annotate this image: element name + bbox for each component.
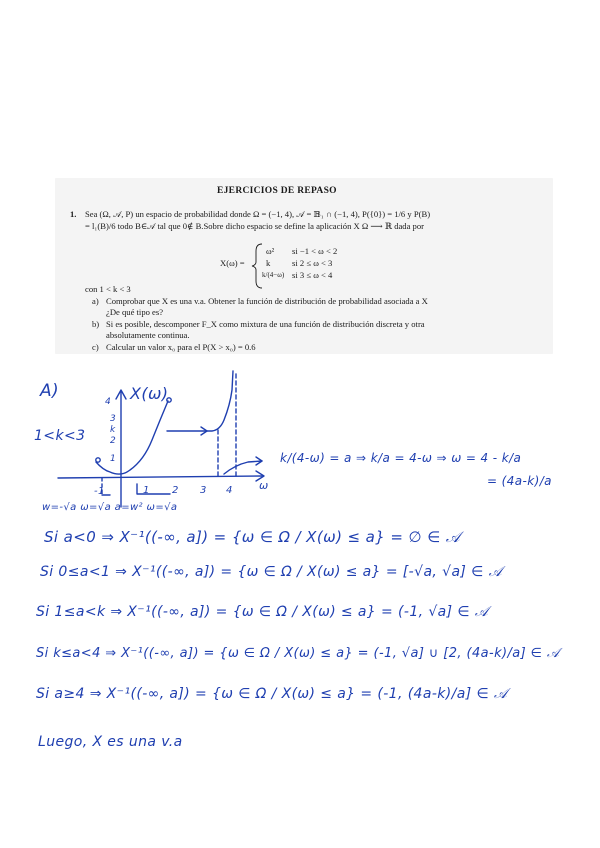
case-line-1: Si a<0 ⇒ X⁻¹((-∞, a]) = {ω ∈ Ω / X(ω) ≤ a} = ∅ ∈ 𝒜: [44, 528, 461, 546]
case-3-cond: si 3 ≤ ω < 4: [292, 270, 333, 280]
k-range-note: 1<k<3: [34, 428, 86, 444]
bracket-1: [137, 484, 170, 494]
side-equation-1: k/(4-ω) = a ⇒ k/a = 4-ω ⇒ ω = 4 - k/a: [280, 451, 522, 465]
x-tick-minus1: -1: [94, 486, 105, 497]
y-tick-3: 3: [110, 414, 117, 424]
case-2-cond: si 2 ≤ ω < 3: [292, 258, 333, 268]
case-line-2: Si 0≤a<1 ⇒ X⁻¹((-∞, a]) = {ω ∈ Ω / X(ω) ≤ a} = [-√a, √a] ∈ 𝒜: [40, 564, 503, 580]
exercise-title: EJERCICIOS DE REPASO: [217, 186, 337, 196]
case-1-cond: si −1 < ω < 2: [292, 246, 338, 256]
parabola-branch: [96, 401, 168, 474]
item-b-text-2: absolutamente continua.: [106, 330, 190, 340]
part-a-label: A): [40, 381, 60, 401]
x-tick-3: 3: [200, 485, 207, 496]
case-line-5: Si a≥4 ⇒ X⁻¹((-∞, a]) = {ω ∈ Ω / X(ω) ≤ a} = (-1, (4a-k)/a] ∈ 𝒜: [36, 686, 508, 702]
exercise-line-2: = l₁(B)/6 todo B∈𝒜 tal que 0∉ B.Sobre dicho espacio se define la aplicación X Ω ⟶ ℝ dada por: [85, 221, 425, 231]
x-tick-2: 2: [172, 485, 179, 496]
y-tick-2: 2: [110, 436, 117, 446]
exercise-number: 1.: [70, 209, 77, 219]
case-line-4: Si k≤a<4 ⇒ X⁻¹((-∞, a]) = {ω ∈ Ω / X(ω) ≤ a} = (-1, √a] ∪ [2, (4a-k)/a] ∈ 𝒜: [36, 646, 560, 661]
case-1-expr: ω²: [266, 246, 275, 256]
under-axis-note: w=-√a ω=√a a=w² ω=√a: [42, 502, 178, 513]
item-c-label: c): [92, 342, 99, 352]
right-curve-arrow: [256, 457, 262, 465]
open-dot-left: [96, 458, 100, 462]
k-condition: con 1 < k < 3: [85, 284, 131, 294]
x-tick-1: 1: [143, 485, 150, 496]
exercise-line-1: Sea (Ω, 𝒜, P) un espacio de probabilidad donde Ω = (−1, 4), 𝒜 = 𝔹₁ ∩ (−1, 4), P({0}) = 1/6 y P(B): [85, 209, 431, 219]
conclusion: Luego, X es una v.a: [38, 734, 183, 750]
item-b-label: b): [92, 319, 100, 329]
y-tick-1: 1: [110, 454, 117, 464]
function-name: X(ω) =: [220, 258, 245, 268]
item-a-text: Comprobar que X es una v.a. Obtener la función de distribución de probabilidad asociada a X: [106, 296, 428, 306]
item-a-label: a): [92, 296, 99, 306]
item-a-text-2: ¿De qué tipo es?: [106, 307, 164, 317]
x-axis-label: ω: [259, 479, 269, 492]
side-equation-2: = (4a-k)/a: [487, 474, 552, 488]
case-3-expr: k/(4−ω): [262, 271, 285, 279]
hyperbola-branch: [207, 371, 233, 431]
item-b-text: Si es posible, descomponer F_X como mixtura de una función de distribución discreta y otra: [106, 319, 425, 329]
graph-ylabel: X(ω): [130, 384, 169, 403]
y-tick-k: k: [110, 425, 116, 435]
y-tick-4: 4: [105, 397, 112, 407]
case-line-3: Si 1≤a<k ⇒ X⁻¹((-∞, a]) = {ω ∈ Ω / X(ω) ≤ a} = (-1, √a] ∈ 𝒜: [36, 604, 489, 620]
case-2-expr: k: [266, 258, 271, 268]
item-c-text: Calcular un valor x₀ para el P(X > x₀) = 0.6: [106, 342, 256, 352]
x-axis: [58, 476, 262, 478]
y-axis-arrow: [116, 390, 126, 399]
x-tick-4: 4: [226, 485, 233, 496]
segment-k-arrow: [201, 427, 207, 435]
right-curve: [224, 461, 262, 474]
